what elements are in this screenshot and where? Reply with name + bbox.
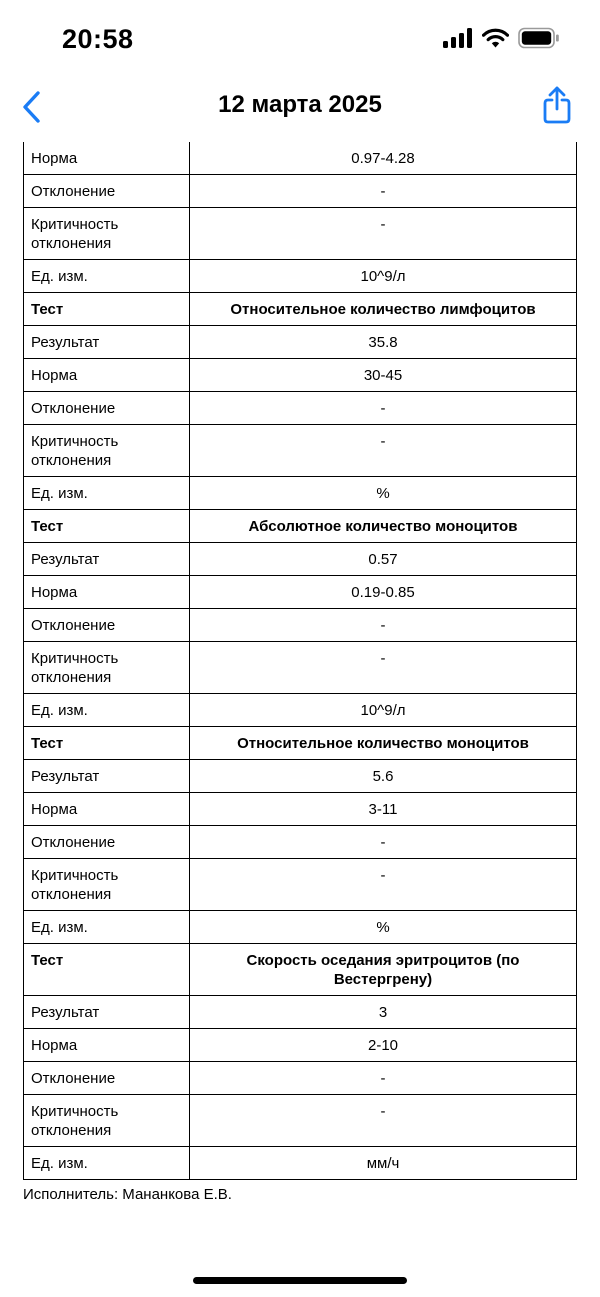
row-label: Ед. изм. (24, 477, 190, 510)
table-row (24, 911, 577, 944)
row-label: Ед. изм. (24, 1147, 190, 1180)
row-value: - (190, 1062, 577, 1095)
test-header-row (24, 510, 577, 543)
table-row (24, 1095, 577, 1147)
test-header-row (24, 727, 577, 760)
row-value: Относительное количество моноцитов (190, 727, 577, 760)
row-value: Скорость оседания эритроцитов (по Вестергрену) (190, 944, 577, 996)
wifi-icon (482, 28, 509, 53)
table-row (24, 1147, 577, 1180)
row-value: 0.97-4.28 (190, 142, 577, 175)
table-row (24, 477, 577, 510)
row-value: 3-11 (190, 793, 577, 826)
results-table-body (24, 142, 577, 1180)
table-row (24, 760, 577, 793)
test-header-row (24, 293, 577, 326)
row-label: Отклонение (24, 392, 190, 425)
row-value: 3 (190, 996, 577, 1029)
row-value: Абсолютное количество моноцитов (190, 510, 577, 543)
row-label: Тест (24, 510, 190, 543)
row-label: Критичность отклонения (24, 208, 190, 260)
row-label: Норма (24, 142, 190, 175)
row-label: Результат (24, 543, 190, 576)
row-value: - (190, 642, 577, 694)
row-label: Ед. изм. (24, 260, 190, 293)
row-value: - (190, 826, 577, 859)
lab-report (23, 142, 577, 1203)
table-row (24, 996, 577, 1029)
share-icon (542, 86, 572, 124)
row-value: - (190, 1095, 577, 1147)
battery-icon (518, 27, 560, 54)
row-label: Результат (24, 326, 190, 359)
row-label: Результат (24, 996, 190, 1029)
row-value: мм/ч (190, 1147, 577, 1180)
table-row (24, 260, 577, 293)
table-row (24, 694, 577, 727)
status-icons (443, 27, 560, 54)
table-row (24, 425, 577, 477)
row-value: 5.6 (190, 760, 577, 793)
status-time: 20:58 (62, 24, 134, 54)
row-value: % (190, 911, 577, 944)
row-value: 0.57 (190, 543, 577, 576)
row-label: Норма (24, 576, 190, 609)
row-label: Норма (24, 1029, 190, 1062)
row-value: 30-45 (190, 359, 577, 392)
table-row (24, 142, 577, 175)
row-value: - (190, 175, 577, 208)
navigation-bar (0, 80, 600, 135)
row-value: 2-10 (190, 1029, 577, 1062)
row-label: Норма (24, 793, 190, 826)
table-row (24, 326, 577, 359)
row-label: Критичность отклонения (24, 425, 190, 477)
row-label: Критичность отклонения (24, 1095, 190, 1147)
row-value: - (190, 392, 577, 425)
cellular-signal-icon (443, 28, 473, 53)
row-label: Ед. изм. (24, 694, 190, 727)
table-row (24, 359, 577, 392)
row-label: Норма (24, 359, 190, 392)
status-bar (0, 0, 600, 80)
table-row (24, 576, 577, 609)
row-value: - (190, 208, 577, 260)
table-row (24, 1029, 577, 1062)
test-header-row (24, 944, 577, 996)
row-label: Ед. изм. (24, 911, 190, 944)
table-row (24, 609, 577, 642)
row-label: Тест (24, 944, 190, 996)
table-row (24, 208, 577, 260)
table-row (24, 175, 577, 208)
row-value: - (190, 425, 577, 477)
table-row (24, 642, 577, 694)
row-value: Относительное количество лимфоцитов (190, 293, 577, 326)
row-label: Тест (24, 727, 190, 760)
home-indicator[interactable] (193, 1277, 407, 1284)
share-button[interactable] (542, 86, 572, 124)
table-row (24, 392, 577, 425)
row-value: - (190, 609, 577, 642)
table-row (24, 859, 577, 911)
results-table (23, 142, 577, 1180)
row-label: Критичность отклонения (24, 859, 190, 911)
row-value: 10^9/л (190, 260, 577, 293)
table-row (24, 826, 577, 859)
row-label: Тест (24, 293, 190, 326)
table-row (24, 543, 577, 576)
executor-text: Исполнитель: Мананкова Е.В. (23, 1186, 232, 1203)
table-row (24, 1062, 577, 1095)
row-value: - (190, 859, 577, 911)
row-value: 10^9/л (190, 694, 577, 727)
row-label: Отклонение (24, 609, 190, 642)
row-value: 35.8 (190, 326, 577, 359)
row-label: Отклонение (24, 826, 190, 859)
row-label: Критичность отклонения (24, 642, 190, 694)
row-value: 0.19-0.85 (190, 576, 577, 609)
row-value: % (190, 477, 577, 510)
row-label: Отклонение (24, 1062, 190, 1095)
row-label: Отклонение (24, 175, 190, 208)
table-row (24, 793, 577, 826)
row-label: Результат (24, 760, 190, 793)
page-title: 12 марта 2025 (218, 91, 382, 118)
